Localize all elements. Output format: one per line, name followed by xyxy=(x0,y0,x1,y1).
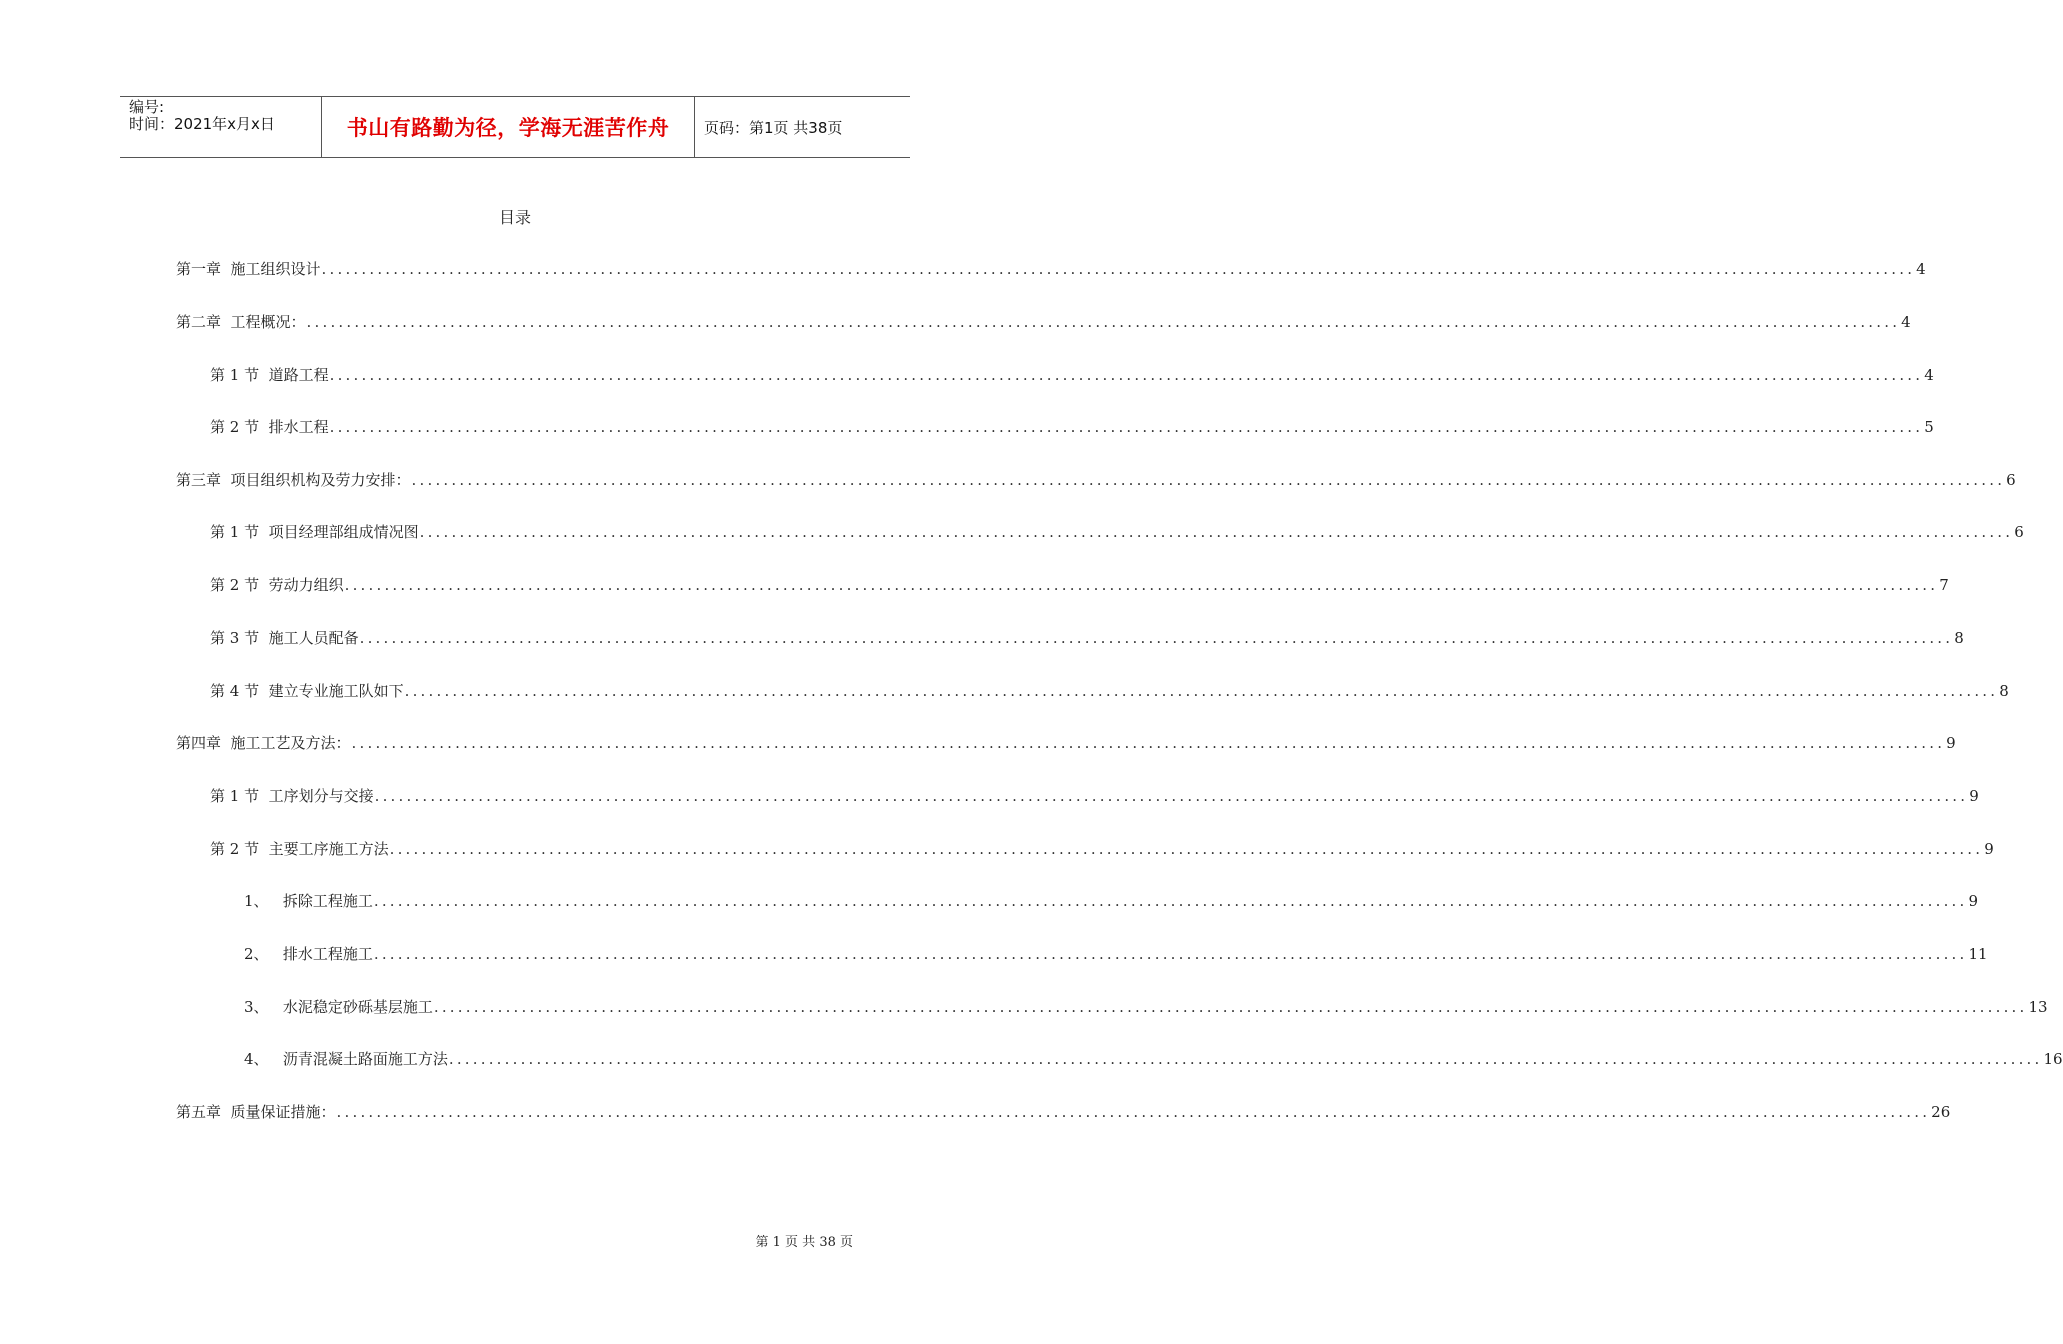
toc-entry-label: 1、 拆除工程施工 xyxy=(244,892,373,910)
toc-entry[interactable] xyxy=(210,838,1994,860)
toc-leader-dots: ........................................................................................................................................................................................................ xyxy=(329,366,1924,384)
toc-leader-dots: ........................................................................................................................................................................................................ xyxy=(306,313,1901,331)
toc-entry-page: 9 xyxy=(1968,892,1979,910)
toc-entry-label: 第三章 项目组织机构及劳力安排： xyxy=(176,471,411,489)
header-meta xyxy=(120,97,321,157)
toc-entry[interactable] xyxy=(176,469,2016,491)
toc-leader-dots: ........................................................................................................................................................................................................ xyxy=(433,998,2028,1016)
toc-entry-page: 9 xyxy=(1984,840,1994,858)
toc-entry-page: 6 xyxy=(2014,523,2024,541)
toc-entry-label: 第一章 施工组织设计 xyxy=(176,260,321,278)
toc-entry[interactable] xyxy=(176,1101,1951,1123)
toc-entry-page: 26 xyxy=(1931,1103,1951,1121)
header-motto: 书山有路勤为径，学海无涯苦作舟 xyxy=(321,97,695,157)
toc-entry[interactable] xyxy=(210,574,1949,596)
toc-entry[interactable] xyxy=(244,996,2048,1018)
toc-entry-page: 7 xyxy=(1939,576,1949,594)
toc-entry-label: 第五章 质量保证措施： xyxy=(176,1103,336,1121)
toc-leader-dots: ........................................................................................................................................................................................................ xyxy=(419,523,2014,541)
toc-entry-page: 13 xyxy=(2028,998,2048,1016)
toc-entry-page: 9 xyxy=(1946,734,1956,752)
toc-entry[interactable] xyxy=(244,1048,2063,1070)
toc-entry-label: 第 4 节 建立专业施工队如下 xyxy=(210,682,404,700)
toc-entry[interactable] xyxy=(210,364,1934,386)
toc-entry-page: 4 xyxy=(1901,313,1911,331)
toc-entry[interactable] xyxy=(176,311,1911,333)
document-number-label: 编号: xyxy=(129,98,165,116)
toc-entry-label: 第 1 节 工序划分与交接 xyxy=(210,787,374,805)
toc-entry-label: 第 2 节 主要工序施工方法 xyxy=(210,840,389,858)
toc-entry[interactable] xyxy=(210,521,2024,543)
toc-leader-dots: ........................................................................................................................................................................................................ xyxy=(336,1103,1931,1121)
page-footer: 第 1 页 共 38 页 xyxy=(755,1235,853,1250)
toc-leader-dots: ........................................................................................................................................................................................................ xyxy=(448,1050,2043,1068)
toc-entry-page: 8 xyxy=(1954,629,1964,647)
toc-entry-label: 3、 水泥稳定砂砾基层施工 xyxy=(244,998,433,1016)
toc-entry-label: 第 1 节 项目经理部组成情况图 xyxy=(210,523,419,541)
toc-leader-dots: ........................................................................................................................................................................................................ xyxy=(351,734,1946,752)
toc-entry-label: 4、 沥青混凝土路面施工方法 xyxy=(244,1050,448,1068)
toc-leader-dots: ........................................................................................................................................................................................................ xyxy=(411,471,2006,489)
toc-entry-page: 16 xyxy=(2043,1050,2063,1068)
toc-entry-page: 9 xyxy=(1969,787,1979,805)
toc-leader-dots: ........................................................................................................................................................................................................ xyxy=(374,787,1969,805)
toc-leader-dots: ........................................................................................................................................................................................................ xyxy=(404,682,1999,700)
toc-entry-label: 第 3 节 施工人员配备 xyxy=(210,629,359,647)
toc-leader-dots: ........................................................................................................................................................................................................ xyxy=(359,629,1954,647)
toc-entry-label: 第 2 节 排水工程 xyxy=(210,418,329,436)
toc-entry-label: 第 1 节 道路工程 xyxy=(210,366,329,384)
toc-entry[interactable] xyxy=(176,732,1956,754)
document-time-label: 时间：2021年x月x日 xyxy=(129,115,275,133)
toc-leader-dots: ........................................................................................................................................................................................................ xyxy=(329,418,1924,436)
toc-entry-label: 第四章 施工工艺及方法： xyxy=(176,734,351,752)
toc-entry-page: 8 xyxy=(1999,682,2009,700)
toc-entry-page: 4 xyxy=(1924,366,1934,384)
toc-entry[interactable] xyxy=(176,258,1926,280)
toc-entry[interactable] xyxy=(244,890,1979,912)
toc-entry[interactable] xyxy=(210,680,2009,702)
toc-leader-dots: ........................................................................................................................................................................................................ xyxy=(389,840,1984,858)
toc-entry-label: 2、 排水工程施工 xyxy=(244,945,373,963)
header-page-info: 页码：第1页 共38页 xyxy=(704,118,843,137)
toc-entry[interactable] xyxy=(210,785,1979,807)
toc-entry[interactable] xyxy=(210,627,1964,649)
toc-entry[interactable] xyxy=(210,416,1934,438)
toc-leader-dots: ........................................................................................................................................................................................................ xyxy=(321,260,1916,278)
toc-entry-page: 6 xyxy=(2006,471,2016,489)
toc-leader-dots: ........................................................................................................................................................................................................ xyxy=(373,945,1968,963)
toc-entry-label: 第 2 节 劳动力组织 xyxy=(210,576,344,594)
toc-leader-dots: ........................................................................................................................................................................................................ xyxy=(344,576,1939,594)
toc-title: 目录 xyxy=(498,208,531,227)
toc-entry-page: 4 xyxy=(1916,260,1926,278)
toc-entry-page: 11 xyxy=(1968,945,1988,963)
toc-leader-dots: ........................................................................................................................................................................................................ xyxy=(373,892,1968,910)
toc-entry-page: 5 xyxy=(1924,418,1934,436)
toc-entry[interactable] xyxy=(244,943,1988,965)
document-header xyxy=(120,96,910,158)
toc-entry-label: 第二章 工程概况： xyxy=(176,313,306,331)
